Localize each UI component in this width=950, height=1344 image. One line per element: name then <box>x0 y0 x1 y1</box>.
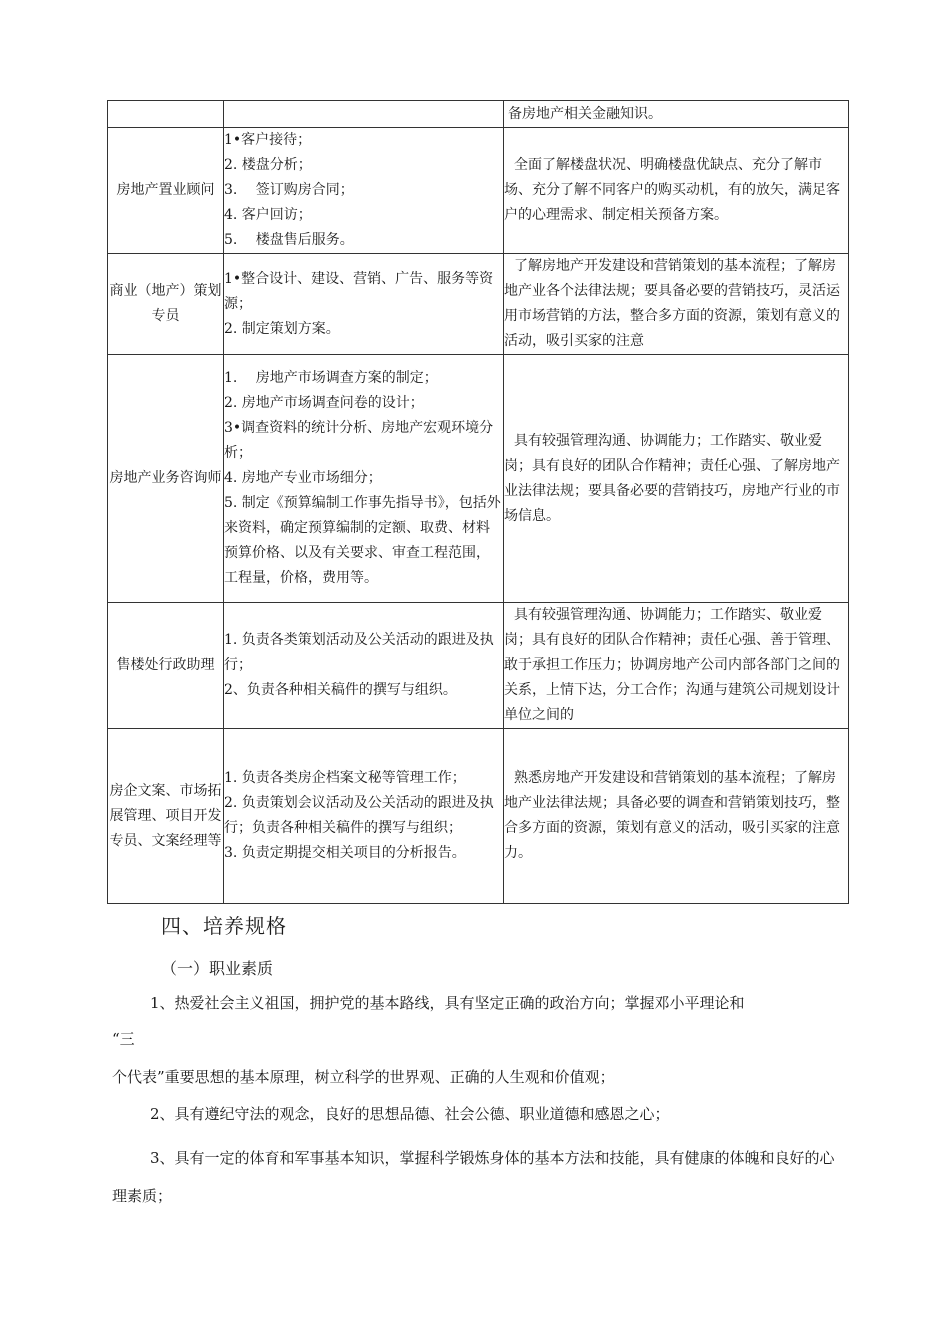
duty-item: 1•客户接待； <box>224 132 312 148</box>
duty-item: 4. 客户回访； <box>224 207 312 223</box>
duty-item: 3•调查资料的统计分析、房地产宏观环境分析； <box>224 420 494 461</box>
job-title: 房地产业务咨询师 <box>109 470 222 486</box>
duty-item: 2. 房地产市场调查问卷的设计； <box>224 395 424 411</box>
requirements-cell <box>504 254 849 355</box>
duties-cell <box>224 101 504 128</box>
table-row <box>108 603 849 729</box>
duties-cell <box>224 355 504 603</box>
subsection-title: （一）职业素质 <box>161 959 274 978</box>
duty-item: 2、负责各种相关稿件的撰写与组织。 <box>224 682 457 698</box>
job-title-cell <box>108 128 224 254</box>
requirements-text: 备房地产相关金融知识。 <box>508 105 662 122</box>
requirements-cell <box>504 603 849 729</box>
job-title-cell <box>108 254 224 355</box>
requirements-text: 具有较强管理沟通、协调能力；工作踏实、敬业爱岗；具有良好的团队合作精神；责任心强、了解房地产业法律法规；要具备必要的营销技巧，房地产行业的市场信息。 <box>504 432 840 524</box>
duty-item: 1. 负责各类房企档案文秘等管理工作； <box>224 770 466 786</box>
requirements-cell <box>504 101 849 128</box>
duty-item: 3. 签订购房合同； <box>224 182 354 198</box>
paragraph: 3、具有一定的体育和军事基本知识，掌握科学锻炼身体的基本方法和技能，具有健康的体魄和良好的心理素质； <box>112 1149 835 1205</box>
paragraph: 个代表”重要思想的基本原理，树立科学的世界观、正确的人生观和价值观； <box>112 1068 615 1086</box>
paragraph: “三 <box>112 1030 135 1048</box>
duties-cell <box>224 729 504 904</box>
duty-item: 2. 负责策划会议活动及公关活动的跟进及执行；负责各种相关稿件的撰写与组织； <box>224 795 494 836</box>
job-title-cell <box>108 355 224 603</box>
table-row <box>108 729 849 904</box>
duties-cell <box>224 603 504 729</box>
requirements-text: 熟悉房地产开发建设和营销策划的基本流程；了解房地产业法律法规；具备必要的调查和营销策划技巧，整合多方面的资源，策划有意义的活动，吸引买家的注意力。 <box>504 770 840 861</box>
requirements-text: 具有较强管理沟通、协调能力；工作踏实、敬业爱岗；具有良好的团队合作精神；责任心强、善于管理、敢于承担工作压力；协调房地产公司内部各部门之间的关系，上情下达，分工合作；沟通与建筑公司规划设计单位之间的 <box>504 607 840 723</box>
job-title-cell <box>108 101 224 128</box>
job-title: 房企文案、市场拓展管理、项目开发专员、文案经理等 <box>109 782 222 849</box>
duty-item: 1. 负责各类策划活动及公关活动的跟进及执行； <box>224 632 494 673</box>
duty-item: 2. 制定策划方案。 <box>224 320 340 337</box>
job-title-cell <box>108 729 224 904</box>
job-title: 售楼处行政助理 <box>116 657 215 673</box>
requirements-text: 了解房地产开发建设和营销策划的基本流程；了解房地产业各个法律法规；要具备必要的营销技巧，灵活运用市场营销的方法，整合多方面的资源，策划有意义的活动，吸引买家的注意 <box>504 258 840 349</box>
duty-item: 4. 房地产专业市场细分； <box>224 470 382 486</box>
requirements-cell <box>504 729 849 904</box>
paragraph: 2、具有遵纪守法的观念，良好的思想品德、社会公德、职业道德和感恩之心； <box>150 1105 670 1123</box>
table-row <box>108 254 849 355</box>
section-title: 四、培养规格 <box>161 914 287 938</box>
duty-item: 1•整合设计、建设、营销、广告、服务等资源； <box>224 270 494 312</box>
duty-item: 5. 楼盘售后服务。 <box>224 232 354 248</box>
requirements-cell <box>504 128 849 254</box>
requirements-cell <box>504 355 849 603</box>
requirements-text: 全面了解楼盘状况、明确楼盘优缺点、充分了解市场、充分了解不同客户的购买动机，有的放矢，满足客户的心理需求、制定相关预备方案。 <box>504 157 840 223</box>
duty-item: 1. 房地产市场调查方案的制定； <box>224 370 438 386</box>
table-row <box>108 128 849 254</box>
duty-item: 5. 制定《预算编制工作事先指导书》，包括外来资料，确定预算编制的定额、取费、材料预算价格、以及有关要求、审查工程范围，工程量，价格，费用等。 <box>224 495 501 586</box>
job-title-cell <box>108 603 224 729</box>
duty-item: 2. 楼盘分析； <box>224 157 312 173</box>
duties-cell <box>224 128 504 254</box>
duties-cell <box>224 254 504 355</box>
duty-item: 3. 负责定期提交相关项目的分析报告。 <box>224 845 466 861</box>
table-row <box>108 355 849 603</box>
job-title: 房地产置业顾问 <box>116 182 215 198</box>
paragraph: 1、热爱社会主义祖国，拥护党的基本路线，具有坚定正确的政治方向；掌握邓小平理论和 <box>150 994 745 1012</box>
job-roles-table <box>107 100 849 904</box>
table-row <box>108 101 849 128</box>
job-title: 商业（地产）策划专员 <box>109 283 222 324</box>
